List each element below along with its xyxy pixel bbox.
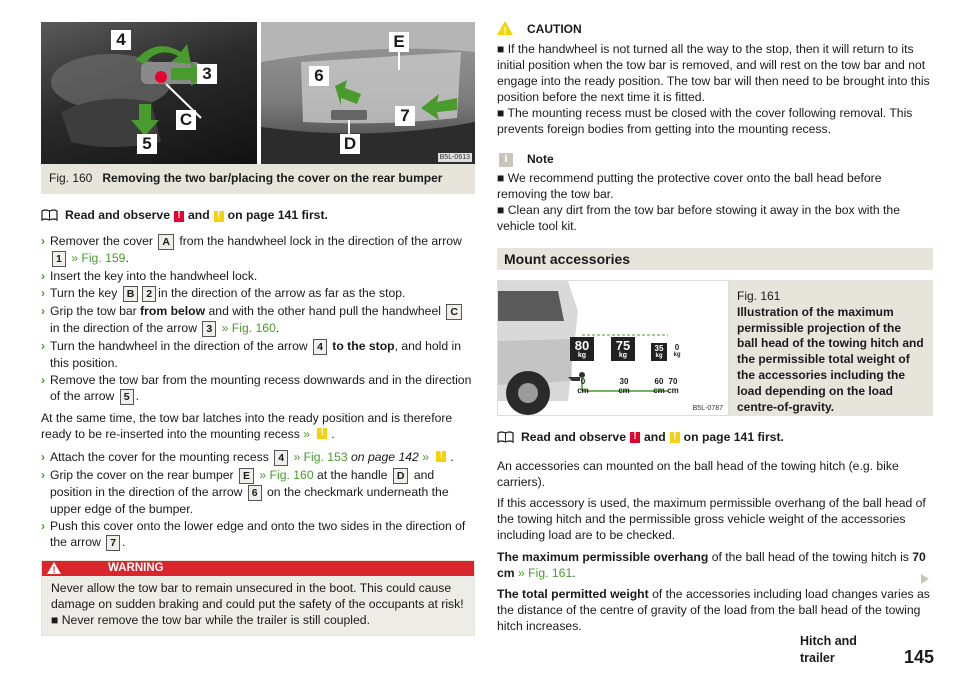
caution-header (497, 22, 933, 38)
caution-symbol-icon (436, 451, 446, 462)
figure-link[interactable]: » Fig. 159 (71, 251, 126, 266)
read-suffix: on page 141 first. (683, 429, 784, 444)
fig160-label-6: 6 (309, 66, 329, 86)
section-heading: Mount accessories (497, 248, 933, 270)
key-label: B (123, 286, 139, 302)
chevron-right-icon: › (41, 449, 46, 464)
fig161-number: Fig. 161 (737, 288, 781, 303)
fig160-photo-cover (261, 22, 475, 164)
figure-link[interactable]: » Fig. 153 (293, 449, 348, 464)
chevron-right-icon: › (41, 234, 46, 249)
key-label: 4 (313, 339, 327, 355)
key-label: 7 (106, 535, 120, 551)
fig160-label-7: 7 (395, 106, 415, 126)
key-label: 6 (248, 485, 262, 501)
note-header (497, 152, 933, 168)
weight-block-80: 80 kg (570, 337, 594, 361)
note-title: Note (527, 151, 554, 166)
step-item: › Grip the cover on the rear bumper E » Fig. 160 at the handle D and position in the direction of the arrow 6 on the checkmark underneath the upper edge of the bumper. (41, 467, 449, 516)
step-item: › Remover the cover A from the handwheel lock in the direction of the arrow 1 » Fig. 159. (41, 234, 462, 266)
figure-link[interactable]: » Fig. 160 (259, 467, 314, 482)
fig161-illustration (497, 280, 729, 416)
info-icon: i (499, 153, 513, 167)
right-column (497, 22, 933, 634)
chevron-right-icon: › (41, 339, 46, 354)
step-item: › Push this cover onto the lower edge and onto the two sides in the direction of the arrow 7 . (41, 518, 466, 549)
caution-symbol-icon (670, 432, 680, 443)
key-label: A (158, 234, 174, 250)
book-icon (41, 209, 58, 221)
weight-label-0: 0 kg (673, 342, 681, 358)
continue-arrow-icon (921, 574, 929, 584)
read-and: and (644, 429, 666, 444)
footer-chapter: Hitch and trailer (800, 634, 857, 665)
warning-symbol-icon (174, 211, 184, 222)
key-label: 5 (120, 389, 134, 405)
key-label: E (239, 468, 254, 484)
chevron-right-icon: › (41, 373, 46, 388)
cover-steps (41, 449, 475, 551)
figure-link[interactable]: » Fig. 160 (221, 321, 276, 336)
chevron-right-icon: › (41, 304, 46, 319)
key-label: 4 (274, 450, 288, 466)
key-label: C (446, 304, 462, 320)
page-number: 145 (903, 647, 934, 668)
step-item: › Turn the handwheel in the direction of the arrow 4 to the stop, and hold in this position. (41, 339, 462, 371)
warning-triangle-icon (42, 562, 66, 574)
distance-label-30: 30 cm (618, 376, 630, 395)
key-label: 2 (142, 286, 156, 302)
chevron-right-icon: › (41, 269, 46, 284)
warning-symbol-icon (630, 432, 640, 443)
fig161-caption (729, 280, 933, 416)
caution-symbol-icon (317, 428, 327, 439)
fig160-label-D: D (340, 134, 360, 154)
note-body (497, 170, 933, 234)
warning-link[interactable]: » (422, 449, 429, 464)
book-icon (497, 431, 514, 443)
svg-text:!: ! (503, 25, 507, 35)
warning-text: Never allow the tow bar to remain unsecured in the boot. This could cause damage on sudden braking and could put the safety of the occupants at risk! (51, 580, 464, 611)
note-text: ■ We recommend putting the protective cover onto the ball head before removing the tow bar. (497, 170, 882, 201)
fig160-label-E: E (389, 32, 409, 52)
figure-link[interactable]: » Fig. 161 (518, 565, 573, 580)
caution-title: CAUTION (527, 22, 582, 37)
svg-text:!: ! (52, 565, 56, 575)
fig161-code: B5L-0787 (692, 404, 723, 412)
fig160-title: Removing the two bar/placing the cover on the rear bumper (102, 171, 443, 186)
caution-text: ■ The mounting recess must be closed with the cover following removal. This prevents foreign bodies from getting into the mounting recess. (497, 106, 913, 137)
fig160-code: B5L-0613 (439, 153, 470, 161)
key-label: 1 (52, 251, 66, 267)
caution-triangle-icon (497, 21, 517, 40)
body-paragraph: The total permitted weight of the accessories including load changes varies as the distance of the centre of gravity of the load from the ball head of the towing hitch increases. (497, 586, 930, 633)
removal-steps (41, 233, 475, 405)
weight-block-35: 35 kg (651, 343, 667, 361)
fig160-photo-towbar (41, 22, 257, 164)
figure-161 (497, 280, 933, 416)
latch-paragraph: At the same time, the tow bar latches into the ready position and is therefore ready to be re-inserted into the mounting recess » ! . (41, 410, 475, 442)
fig160-label-4: 4 (111, 30, 131, 50)
distance-label-60: 60 cm (653, 376, 665, 395)
caution-symbol-icon (214, 211, 224, 222)
warning-link[interactable]: » (303, 427, 310, 442)
step-item: › Remove the tow bar from the mounting recess downwards and in the direction of the arrow 5 . (41, 373, 472, 404)
key-label: D (393, 468, 409, 484)
distance-label-70: 70 cm (667, 376, 679, 395)
read-and: and (188, 208, 210, 222)
read-prefix: Read and observe (65, 208, 170, 222)
distance-label-0: 0 cm (577, 376, 589, 395)
body-paragraph: The maximum permissible overhang of the ball head of the towing hitch is 70 cm » Fig. 161. (497, 549, 926, 580)
read-observe-right (497, 429, 933, 445)
read-observe-left (41, 207, 475, 223)
caution-body (497, 41, 933, 138)
read-prefix: Read and observe (521, 429, 626, 444)
body-paragraph: An accessories can mounted on the ball head of the towing hitch (e.g. bike carriers). (497, 459, 899, 490)
body-paragraph: If this accessory is used, the maximum permissible overhang of the ball head of the towing hitch and the permissible gross vehicle weight of the accessories including load are to be checked. (497, 496, 926, 543)
fig160-label-3: 3 (197, 64, 217, 84)
step-item: › Attach the cover for the mounting recess 4 » Fig. 153 on page 142 » ! . (41, 449, 475, 466)
warning-text: ■ Never remove the tow bar while the trailer is still coupled. (51, 612, 370, 627)
warning-title: WARNING (108, 561, 164, 574)
weight-block-75: 75 kg (611, 337, 635, 361)
step-item: › Turn the key B 2 in the direction of the arrow as far as the stop. (41, 286, 406, 301)
read-suffix: on page 141 first. (227, 208, 328, 222)
left-column (41, 22, 475, 636)
fig161-title: Illustration of the maximum permissible projection of the ball head of the towing hitch and the permissible total weight of the accessories including the load depending on the load centre-of-gravity. (737, 304, 924, 414)
figure-160-images (41, 22, 475, 164)
step-item: › Grip the tow bar from below and with the other hand pull the handwheel C in the direction of the arrow 3 » Fig. 160. (41, 303, 475, 337)
step-item: › Insert the key into the handwheel lock. (41, 269, 258, 284)
warning-body (42, 576, 474, 635)
caution-text: ■ If the handwheel is not turned all the way to the stop, then it will return to its initial position when the tow bar is removed, and will rest on the tow bar and not engage into the ready position. The tow bar will then need to be brought into this position before the next time it is fitted. (497, 42, 930, 105)
page-footer (800, 634, 934, 670)
key-label: 3 (202, 321, 216, 337)
chevron-right-icon: › (41, 467, 46, 482)
fig160-caption (41, 164, 475, 194)
fig160-number: Fig. 160 (49, 171, 93, 186)
fig160-label-5: 5 (137, 134, 157, 154)
note-text: ■ Clean any dirt from the tow bar before stowing it away in the box with the vehicle tool kit. (497, 202, 900, 233)
warning-box (41, 560, 475, 636)
fig160-label-C: C (176, 110, 196, 130)
chevron-right-icon: › (41, 518, 46, 533)
warning-header (42, 561, 474, 576)
chevron-right-icon: › (41, 286, 46, 301)
